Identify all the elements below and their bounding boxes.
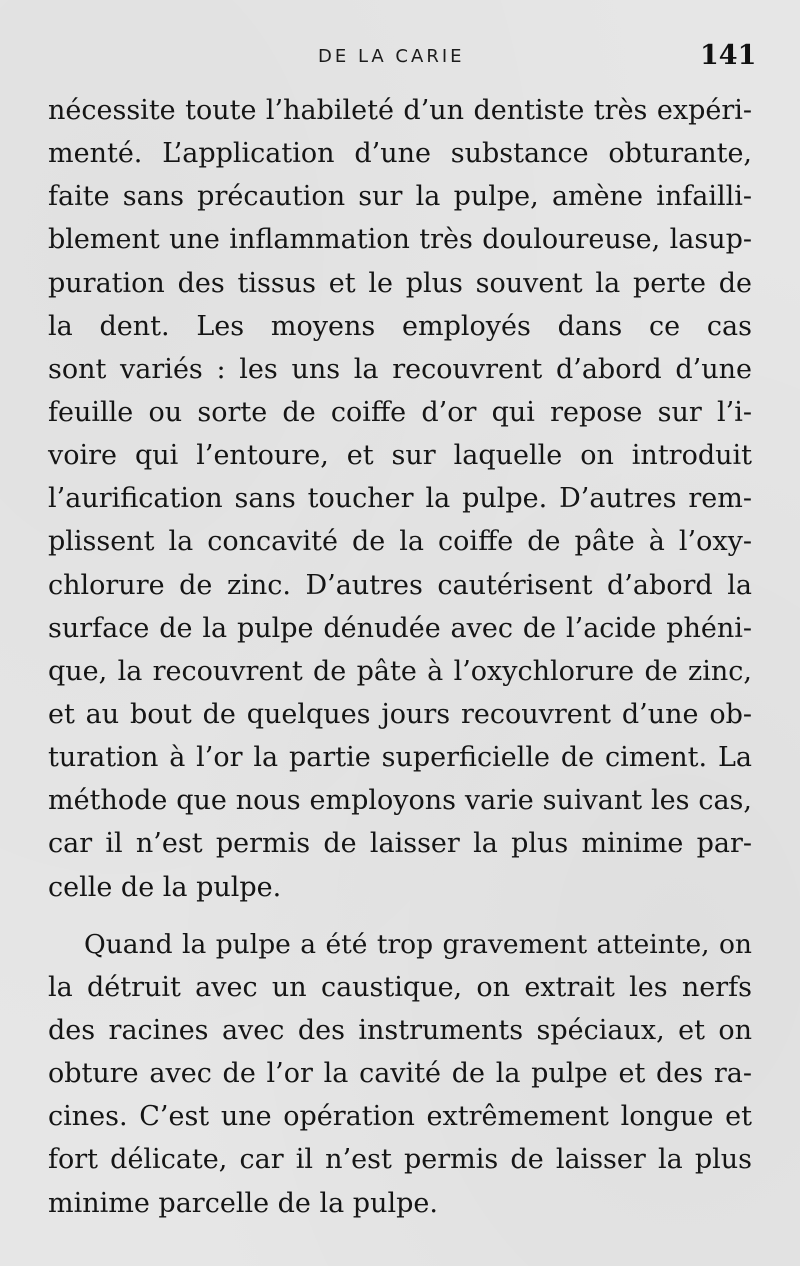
text-line: blement une inflammation très douloureuse, lasup- (48, 224, 752, 256)
text-line: menté. L’application d’une substance obturante, (48, 138, 752, 170)
text-line: méthode que nous employons varie suivant les cas, (48, 785, 752, 817)
chapter-title: DE LA CARIE (318, 46, 465, 67)
text-line: nécessite toute l’habileté d’un dentiste très expéri- (48, 95, 752, 126)
text-line: faite sans précaution sur la pulpe, amène infailli- (48, 181, 752, 213)
text-line: minime parcelle de la pulpe. (48, 1187, 438, 1219)
text-line: que, la recouvrent de pâte à l’oxychlorure de zinc, (48, 655, 752, 687)
text-line: feuille ou sorte de coiffe d’or qui repose sur l’i- (48, 396, 752, 428)
paragraph-2 (48, 923, 752, 1225)
text-line: voire qui l’entoure, et sur laquelle on introduit (48, 440, 752, 472)
running-head (0, 40, 800, 74)
paragraph-spacer (48, 909, 752, 923)
text-line: chlorure de zinc. D’autres cautérisent d’abord la (48, 569, 752, 601)
text-line: car il n’est permis de laisser la plus minime par- (48, 828, 752, 860)
page-number: 141 (700, 40, 757, 71)
text-line: plissent la concavité de la coiffe de pâte à l’oxy- (48, 526, 752, 558)
body-text (48, 89, 752, 1225)
text-line: obture avec de l’or la cavité de la pulpe et des ra- (48, 1058, 752, 1090)
text-line: cines. C’est une opération extrêmement longue et (48, 1101, 752, 1133)
text-line: sont variés : les uns la recouvrent d’abord d’une (48, 353, 752, 385)
text-line: puration des tissus et le plus souvent la perte de (48, 267, 752, 299)
text-line: surface de la pulpe dénudée avec de l’acide phéni- (48, 612, 752, 644)
text-line: la dent. Les moyens employés dans ce cas (48, 310, 752, 342)
text-line: l’aurification sans toucher la pulpe. D’autres rem- (48, 483, 752, 515)
text-line: turation à l’or la partie superficielle de ciment. La (48, 742, 752, 774)
text-line: des racines avec des instruments spéciaux, et on (48, 1014, 752, 1046)
text-line: fort délicate, car il n’est permis de laisser la plus (48, 1144, 752, 1176)
text-line: et au bout de quelques jours recouvrent d’une ob- (48, 698, 752, 730)
text-line: celle de la pulpe. (48, 871, 282, 903)
text-line: Quand la pulpe a été trop gravement atteinte, on (84, 928, 752, 960)
text-line: la détruit avec un caustique, on extrait les nerfs (48, 971, 752, 1003)
paragraph-1 (48, 89, 752, 909)
